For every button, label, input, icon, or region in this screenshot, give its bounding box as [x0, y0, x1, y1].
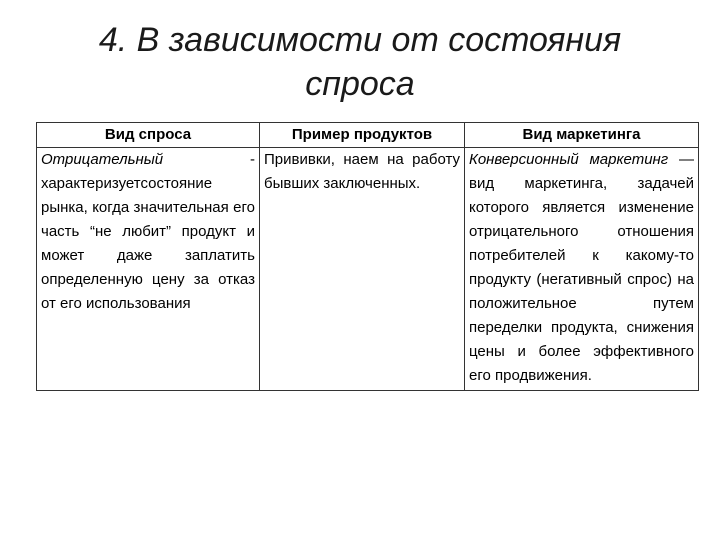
demand-type-description: - характеризуетсостояние рынка, когда значительная его часть “не любит” продукт и может даже заплатить определенную цену за отказ от его использования	[41, 151, 255, 312]
header-product-examples: Пример продуктов	[260, 123, 465, 148]
product-examples-text: Прививки, наем на работу бывших заключенных.	[264, 151, 460, 192]
demand-type-name: Отрицательный	[41, 151, 164, 168]
cell-marketing-type	[465, 148, 699, 391]
demand-types-table	[36, 122, 699, 391]
header-marketing-type: Вид маркетинга	[465, 123, 699, 148]
table-header-row	[37, 123, 699, 148]
marketing-type-description: — вид маркетинга, задачей которого является изменение отрицательного отношения потребителей к какому-то продукту (негативный спрос) на положительное путем переделки продукта, снижения цены и более эффективного его продвижения.	[469, 151, 694, 384]
cell-product-examples	[260, 148, 465, 391]
header-demand-type: Вид спроса	[37, 123, 260, 148]
slide-title-line-2: спроса	[305, 65, 415, 103]
marketing-type-name: Конверсионный маркетинг	[469, 151, 669, 168]
cell-demand-type	[37, 148, 260, 391]
table-row	[37, 148, 699, 391]
slide-title-line-1: 4. В зависимости от состояния	[98, 21, 622, 59]
slide-title	[40, 18, 680, 106]
